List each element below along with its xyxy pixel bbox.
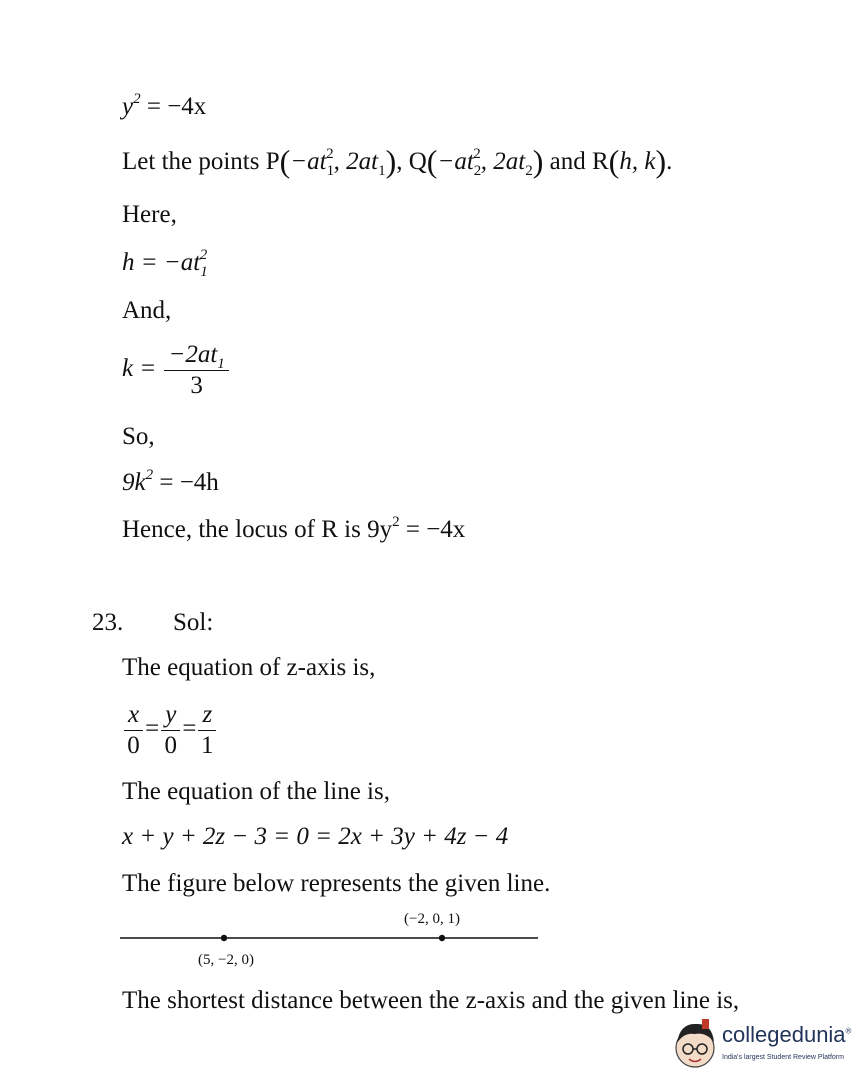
point-a-label: (5, −2, 0): [198, 952, 254, 968]
h-equation: $h = -at_1^2$: [122, 246, 208, 280]
and-label: And,: [122, 297, 172, 324]
here-label: Here,: [122, 201, 177, 228]
so-label: So,: [122, 423, 155, 450]
z-axis-equation: $\frac{x}{0}$ = $\frac{y}{0}$ = $\frac{z}{1}$: [122, 700, 218, 761]
nine-k2-equation: $9k^2 = -4h$: [122, 466, 219, 496]
z-axis-intro: The equation of z-axis is,: [122, 654, 376, 681]
locus-statement: Hence, the locus of R is $9y^2 = -4x$: [122, 513, 466, 543]
point-b-marker: [439, 935, 445, 941]
logo-wordmark: collegedunia®: [722, 1022, 852, 1047]
solution-label: Sol:: [173, 609, 214, 636]
mascot-icon: [676, 1019, 714, 1067]
line-equation: x + y + 2z − 3 = 0 = 2x + 3y + 4z − 4: [122, 823, 509, 850]
figure-intro: The figure below represents the given line.: [122, 870, 551, 897]
shortest-distance-statement: The shortest distance between the z-axis and the given line is,: [122, 987, 740, 1014]
line-diagram: [120, 900, 540, 975]
question-number: 23.: [92, 609, 124, 636]
k-equation: k = $\frac{-2at_1}{3}$: [122, 340, 231, 401]
point-a-marker: [221, 935, 227, 941]
points-definition: Let the points $P(-at_1^2$, $2at_1$), $Q(-at_2^2$, $2at_2$) and R(h, k).: [122, 143, 673, 179]
logo-tagline: India's largest Student Review Platform: [722, 1054, 844, 1061]
line-intro: The equation of the line is,: [122, 778, 390, 805]
point-b-label: (−2, 0, 1): [404, 911, 460, 927]
equation-parabola: $y^2 = -4x$: [122, 90, 207, 120]
